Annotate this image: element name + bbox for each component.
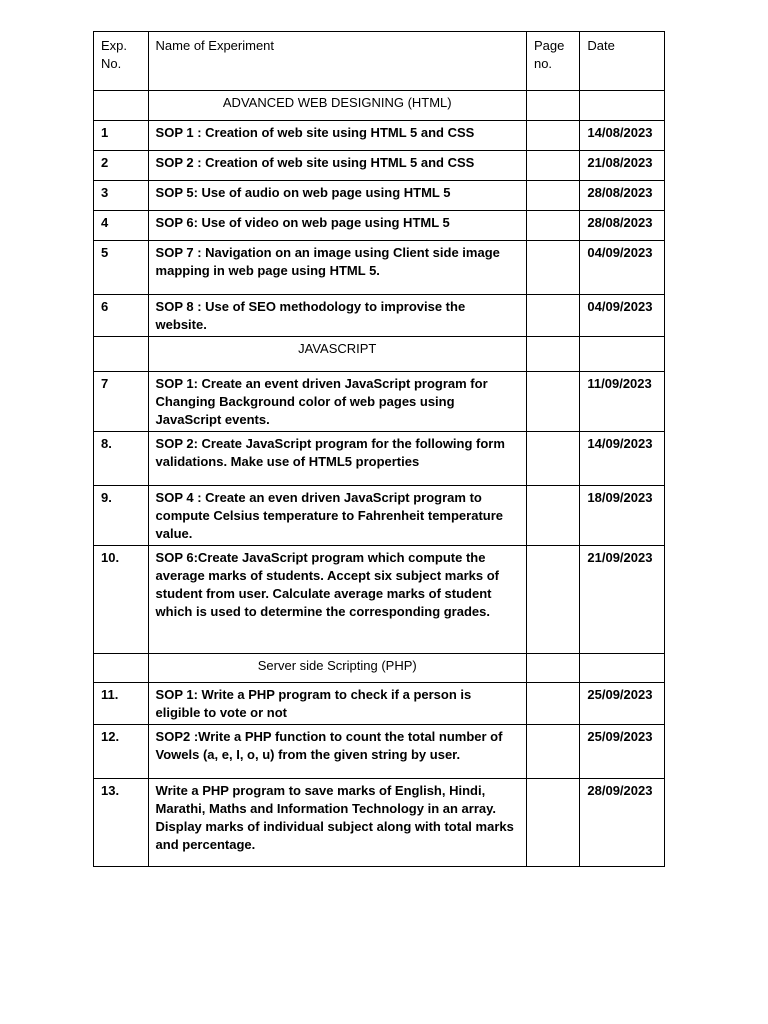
section-exp-cell (94, 654, 149, 683)
table-row (94, 486, 665, 546)
experiment-name: SOP 6: Use of video on web page using HTML 5 (148, 211, 526, 241)
section-date-cell (580, 337, 665, 372)
page-no (526, 486, 579, 546)
experiment-date: 04/09/2023 (580, 295, 665, 337)
exp-no: 13. (94, 779, 149, 867)
header-row (94, 32, 665, 91)
experiment-name: SOP 8 : Use of SEO methodology to improvise the website. (148, 295, 526, 337)
page-no (526, 241, 579, 295)
page-no (526, 181, 579, 211)
experiment-date: 25/09/2023 (580, 725, 665, 779)
experiment-date: 28/08/2023 (580, 181, 665, 211)
experiment-date: 28/08/2023 (580, 211, 665, 241)
table-row (94, 546, 665, 654)
exp-no: 9. (94, 486, 149, 546)
page-no (526, 725, 579, 779)
experiment-date: 11/09/2023 (580, 372, 665, 432)
section-page-cell (526, 337, 579, 372)
page-no (526, 546, 579, 654)
experiment-date: 14/09/2023 (580, 432, 665, 486)
section-exp-cell (94, 337, 149, 372)
exp-no: 6 (94, 295, 149, 337)
experiment-date: 28/09/2023 (580, 779, 665, 867)
experiment-name: SOP 5: Use of audio on web page using HTML 5 (148, 181, 526, 211)
exp-no: 12. (94, 725, 149, 779)
table-row (94, 725, 665, 779)
section-date-cell (580, 654, 665, 683)
table-row (94, 211, 665, 241)
section-row (94, 337, 665, 372)
page-no (526, 295, 579, 337)
exp-no: 8. (94, 432, 149, 486)
page-no (526, 121, 579, 151)
table-row (94, 779, 665, 867)
table-row (94, 432, 665, 486)
exp-no: 1 (94, 121, 149, 151)
experiment-name: SOP 4 : Create an even driven JavaScript program to compute Celsius temperature to Fahrenheit temperature value. (148, 486, 526, 546)
table-row (94, 241, 665, 295)
table-row (94, 295, 665, 337)
experiment-name: SOP 1: Create an event driven JavaScript program for Changing Background color of web pages using JavaScript events. (148, 372, 526, 432)
exp-no: 11. (94, 683, 149, 725)
experiment-name: SOP 2: Create JavaScript program for the following form validations. Make use of HTML5 properties (148, 432, 526, 486)
experiment-index-table (93, 31, 665, 867)
experiment-date: 18/09/2023 (580, 486, 665, 546)
experiment-name: SOP2 :Write a PHP function to count the total number of Vowels (a, e, I, o, u) from the given string by user. (148, 725, 526, 779)
table-row (94, 151, 665, 181)
exp-no: 3 (94, 181, 149, 211)
experiment-name: SOP 1 : Creation of web site using HTML 5 and CSS (148, 121, 526, 151)
experiment-name: SOP 7 : Navigation on an image using Client side image mapping in web page using HTML 5. (148, 241, 526, 295)
section-date-cell (580, 91, 665, 121)
table-row (94, 372, 665, 432)
section-title: JAVASCRIPT (148, 337, 526, 372)
experiment-date: 25/09/2023 (580, 683, 665, 725)
section-page-cell (526, 654, 579, 683)
header-experiment-name: Name of Experiment (148, 32, 526, 91)
experiment-name: Write a PHP program to save marks of English, Hindi, Marathi, Maths and Information Technology in an array. Display marks of individual subject along with total marks and percentage. (148, 779, 526, 867)
section-row (94, 654, 665, 683)
section-title: Server side Scripting (PHP) (148, 654, 526, 683)
experiment-rows (94, 91, 665, 867)
page-no (526, 372, 579, 432)
header-exp-no: Exp. No. (94, 32, 149, 91)
experiment-name: SOP 2 : Creation of web site using HTML 5 and CSS (148, 151, 526, 181)
exp-no: 4 (94, 211, 149, 241)
section-row (94, 91, 665, 121)
page-no (526, 151, 579, 181)
experiment-name: SOP 6:Create JavaScript program which compute the average marks of students. Accept six subject marks of student from user. Calculate average marks of student which is used to determine the corresponding grades. (148, 546, 526, 654)
section-page-cell (526, 91, 579, 121)
experiment-name: SOP 1: Write a PHP program to check if a person is eligible to vote or not (148, 683, 526, 725)
table-row (94, 121, 665, 151)
page-no (526, 432, 579, 486)
table-row (94, 683, 665, 725)
section-exp-cell (94, 91, 149, 121)
experiment-date: 14/08/2023 (580, 121, 665, 151)
page-no (526, 779, 579, 867)
table-row (94, 181, 665, 211)
header-date: Date (580, 32, 665, 91)
header-page-no: Page no. (526, 32, 579, 91)
page-no (526, 211, 579, 241)
experiment-date: 04/09/2023 (580, 241, 665, 295)
experiment-date: 21/09/2023 (580, 546, 665, 654)
exp-no: 2 (94, 151, 149, 181)
exp-no: 7 (94, 372, 149, 432)
exp-no: 10. (94, 546, 149, 654)
section-title: ADVANCED WEB DESIGNING (HTML) (148, 91, 526, 121)
experiment-date: 21/08/2023 (580, 151, 665, 181)
page-no (526, 683, 579, 725)
exp-no: 5 (94, 241, 149, 295)
